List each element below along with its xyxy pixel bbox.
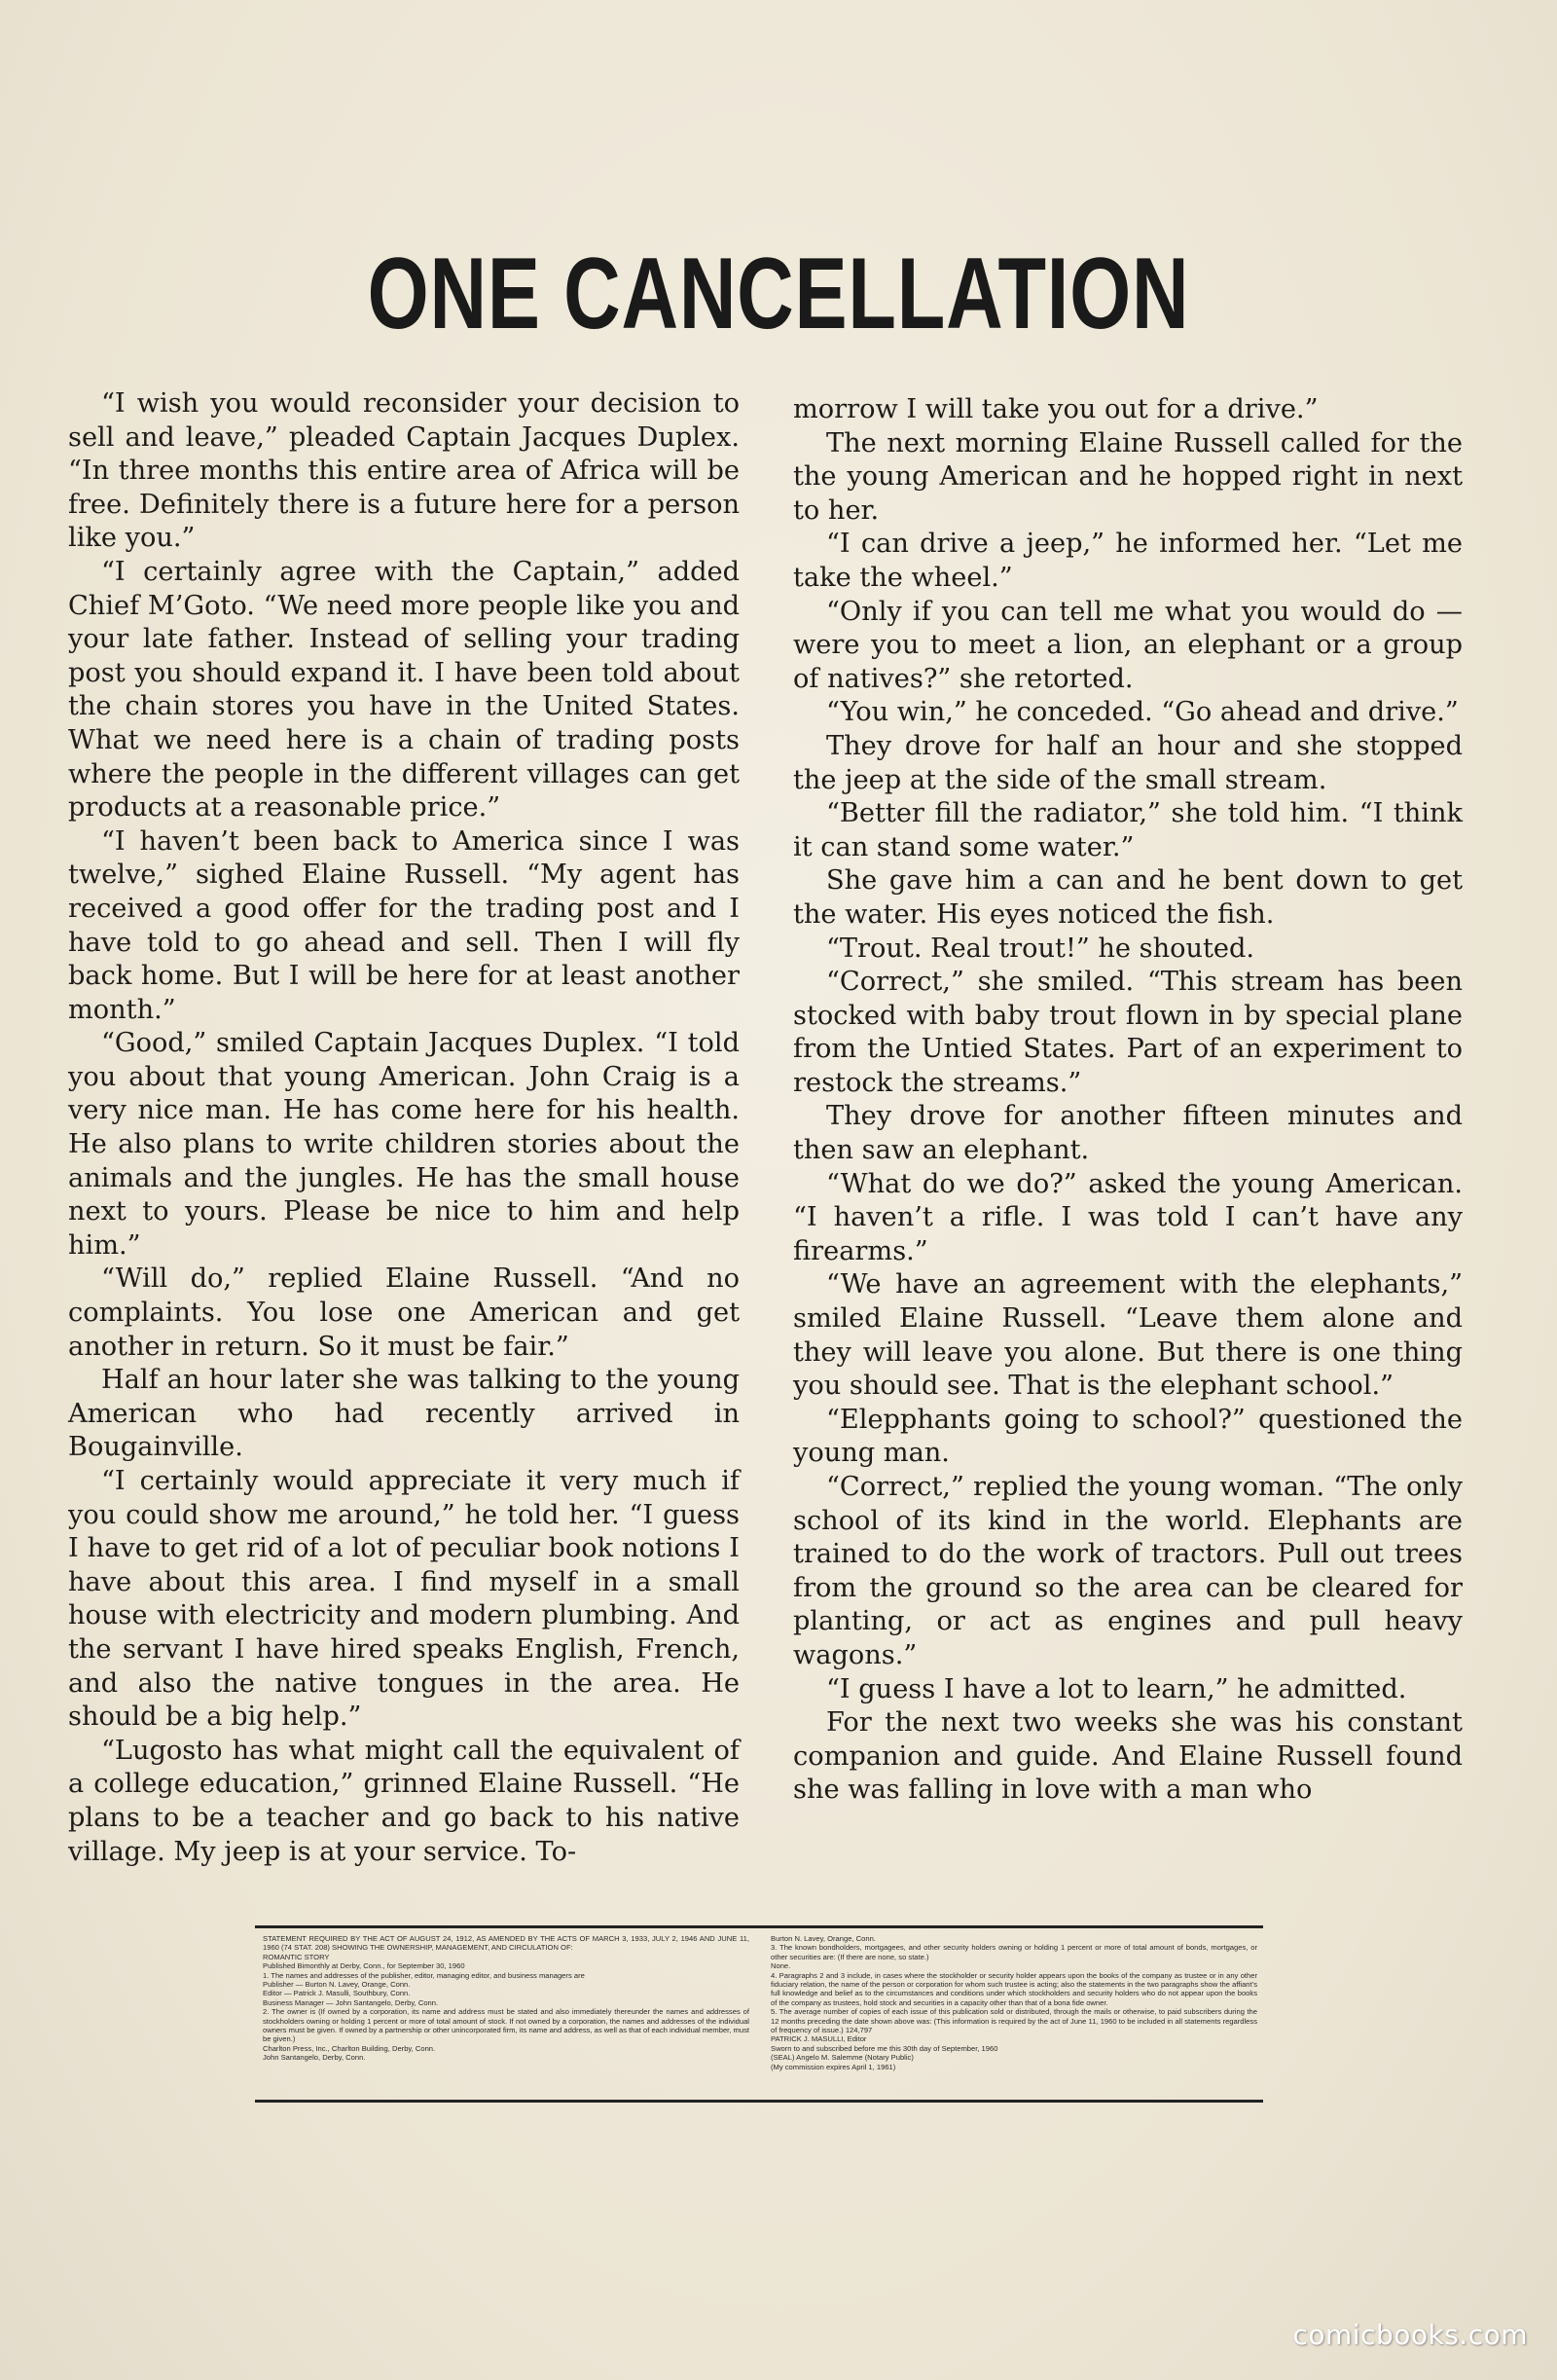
notice-line: 4. Paragraphs 2 and 3 include, in cases where the stockholder or security holder appears upon the books of the company as trustee or in any other fiduciary relation, the name of the person or corporation for whom such trustee is acting; also the statements in the two paragraphs show the affiant’s full knowledge and belief as to the circumstances and conditions under which stockholders and security holders who do not appear upon the books of the company as trustees, hold stock and securities in a capacity other than that of a bona fide owner. bbox=[771, 1970, 1257, 2007]
site-watermark: comicbooks.com bbox=[1292, 2319, 1528, 2351]
notice-line: Editor — Patrick J. Masulli, Southbury, Conn. bbox=[263, 1989, 411, 1998]
paragraph: “Elepphants going to school?” questioned the young man. bbox=[793, 1404, 1463, 1469]
paragraph: “What do we do?” asked the young American. “I haven’t a rifle. I was told I can’t have any firearms.” bbox=[793, 1168, 1463, 1266]
paragraph: “I can drive a jeep,” he informed her. “Let me take the wheel.” bbox=[793, 529, 1463, 593]
paragraph: “Lugosto has what might call the equivalent of a college education,” grinned Elaine Russell. “He plans to be a teacher and go back to his native village. My jeep is at your service. To- bbox=[68, 1735, 740, 1867]
notice-line: 3. The known bondholders, mortgagees, and other security holders owning or holding 1 percent or more of total amount of bonds, mortgages, or other securities are: (If there are none, so state.) bbox=[771, 1943, 1257, 1961]
paragraph: “I certainly agree with the Captain,” added Chief M’Goto. “We need more people like you and your late father. Instead of selling your trading post you should expand it. I have been told about the chain stores you have in the United States. What we need here is a chain of trading posts where the people in the different villages can get products at a reasonable price.” bbox=[68, 556, 740, 824]
ownership-statement bbox=[255, 1925, 1263, 2103]
paragraph: “I wish you would reconsider your decision to sell and leave,” pleaded Captain Jacques Duplex. “In three months this entire area of Africa will be free. Definitely there is a future here for a person like you.” bbox=[68, 388, 740, 554]
notice-line: 2. The owner is (If owned by a corporation, its name and address must be stated and also immediately thereunder the names and addresses of stockholders owning or holding 1 percent or more of total amount of stock. If not owned by a corporation, the names and addresses of the individual owners must be given. If owned by a partnership or other unincorporated firm, its name and address, as well as that of each individual member, must be given.) bbox=[263, 2007, 749, 2044]
paragraph: She gave him a can and he bent down to get the water. His eyes noticed the fish. bbox=[793, 865, 1463, 930]
notice-line: (SEAL) Angelo M. Salemme (Notary Public) bbox=[771, 2053, 914, 2063]
paragraph: “Better fill the radiator,” she told him. “I think it can stand some water.” bbox=[793, 798, 1463, 862]
paragraph: “Correct,” she smiled. “This stream has been stocked with baby trout flown in by special plane from the Untied States. Part of an experiment to restock the streams.” bbox=[793, 967, 1463, 1098]
notice-line: Sworn to and subscribed before me this 30th day of September, 1960 bbox=[771, 2043, 998, 2053]
notice-line: Burton N. Lavey, Orange, Conn. bbox=[771, 1934, 876, 1943]
notice-line: Published Bimonthly at Derby, Conn., for September 30, 1960 bbox=[263, 1961, 465, 1971]
notice-line: 5. The average number of copies of each issue of this publication sold or distributed, through the mails or otherwise, to paid subscribers during the 12 months preceding the date shown above was: (This information is required by the act of June 11, 1960 to be included in all statements regardless of frequency of issue.) 124,797 bbox=[771, 2007, 1257, 2035]
paragraph: “Trout. Real trout!” he shouted. bbox=[826, 933, 1255, 964]
paragraph: “Only if you can tell me what you would do — were you to meet a lion, an elephant or a group of natives?” she retorted. bbox=[793, 596, 1463, 694]
notice-line: Business Manager — John Santangelo, Derby, Conn. bbox=[263, 1997, 439, 2007]
notice-line: PATRICK J. MASULLI, Editor bbox=[771, 2034, 867, 2044]
notice-line: 1. The names and addresses of the publisher, editor, managing editor, and business managers are bbox=[263, 1970, 585, 1980]
paragraph: “I guess I have a lot to learn,” he admitted. bbox=[826, 1673, 1407, 1704]
paragraph: morrow I will take you out for a drive.” bbox=[793, 394, 1319, 424]
paragraph: For the next two weeks she was his constant companion and guide. And Elaine Russell found she was falling in love with a man who bbox=[793, 1707, 1463, 1806]
notice-line: Publisher — Burton N. Lavey, Orange, Conn. bbox=[263, 1980, 411, 1990]
paragraph: Half an hour later she was talking to the young American who had recently arrived in Bougainville. bbox=[68, 1365, 740, 1463]
paragraph: The next morning Elaine Russell called for the the young American and he hopped right in next to her. bbox=[793, 427, 1463, 526]
paragraph: They drove for another fifteen minutes and then saw an elephant. bbox=[793, 1101, 1463, 1166]
paragraph: “Good,” smiled Captain Jacques Duplex. “I told you about that young American. John Craig is a very nice man. He has come here for his health. He also plans to write children stories about the animals and the jungles. He has the small house next to yours. Please be nice to him and help him.” bbox=[68, 1028, 740, 1261]
notice-line: STATEMENT REQUIRED BY THE ACT OF AUGUST 24, 1912, AS AMENDED BY THE ACTS OF MARCH 3, 1933, JULY 2, 1946 AND JUNE 11, 1960 (74 STAT. 208) SHOWING THE OWNERSHIP, MANAGEMENT, AND CIRCULATION OF: bbox=[263, 1934, 749, 1953]
ownership-statement-left bbox=[263, 1934, 749, 2063]
right-column bbox=[793, 393, 1463, 1808]
paragraph: “I certainly would appreciate it very much if you could show me around,” he told her. “I guess I have to get rid of a lot of peculiar book notions I have about this area. I find myself in a small house with electricity and modern plumbing. And the servant I have hired speaks English, French, and also the native tongues in the area. He should be a big help.” bbox=[68, 1466, 740, 1733]
paragraph: “We have an agreement with the elephants,” smiled Elaine Russell. “Leave them alone and they will leave you alone. But there is one thing you should see. That is the elephant school.” bbox=[793, 1269, 1463, 1402]
paragraph: “Will do,” replied Elaine Russell. “And no complaints. You lose one American and get another in return. So it must be fair.” bbox=[68, 1263, 740, 1362]
notice-line: ROMANTIC STORY bbox=[263, 1952, 330, 1961]
paragraph: “I haven’t been back to America since I was twelve,” sighed Elaine Russell. “My agent has received a good offer for the trading post and I have told to go ahead and sell. Then I will fly back home. But I will be here for at least another month.” bbox=[68, 825, 740, 1025]
left-column bbox=[68, 387, 740, 1869]
notice-line: (My commission expires April 1, 1961) bbox=[771, 2062, 896, 2071]
paragraph: They drove for half an hour and she stopped the jeep at the side of the small stream. bbox=[793, 730, 1463, 795]
story-title: ONE CANCELLATION bbox=[367, 238, 1190, 350]
notice-line: John Santangelo, Derby, Conn. bbox=[263, 2053, 366, 2063]
paragraph: “You win,” he conceded. “Go ahead and drive.” bbox=[826, 697, 1459, 728]
notice-line: None. bbox=[771, 1961, 791, 1971]
ownership-statement-right bbox=[771, 1934, 1257, 2071]
notice-line: Charlton Press, Inc., Charlton Building, Derby, Conn. bbox=[263, 2043, 436, 2053]
paragraph: “Correct,” replied the young woman. “The only school of its kind in the world. Elephants are trained to do the work of tractors. Pull out trees from the ground so the area can be cleared for planting, or act as engines and pull heavy wagons.” bbox=[793, 1472, 1463, 1670]
